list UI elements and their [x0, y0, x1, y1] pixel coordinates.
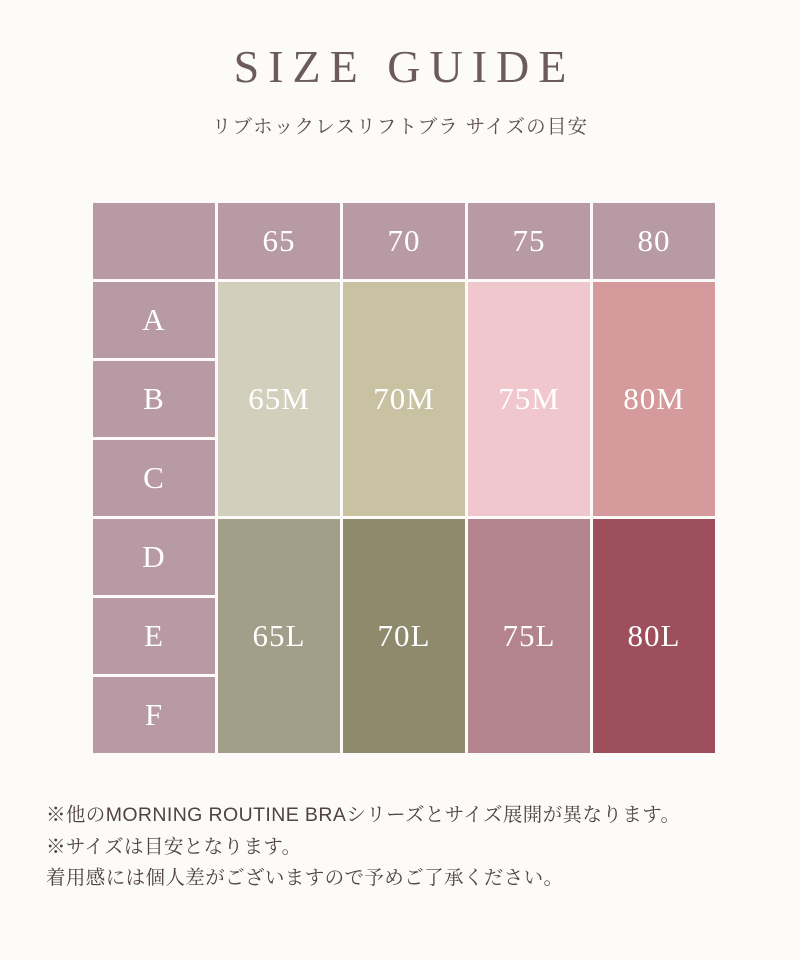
column-header-70: 70	[343, 203, 465, 279]
column-header-80: 80	[593, 203, 715, 279]
note-line-3: 着用感には個人差がございますので予めご了承ください。	[46, 867, 564, 890]
note-line-2: ※サイズは目安となります。	[46, 835, 302, 858]
note-line-1: ※他のMORNING ROUTINE BRAシリーズとサイズ展開が異なります。	[46, 804, 681, 826]
cell-80l: 80L	[593, 519, 715, 753]
page-title: SIZE GUIDE	[233, 41, 576, 92]
cell-65m: 65M	[218, 282, 340, 516]
row-header-f: F	[93, 677, 215, 753]
row-header-d: D	[93, 519, 215, 595]
cell-75l: 75L	[468, 519, 590, 753]
size-table	[90, 200, 718, 756]
row-header-e: E	[93, 598, 215, 674]
column-header-65: 65	[218, 203, 340, 279]
cell-70m: 70M	[343, 282, 465, 516]
table-row	[93, 203, 715, 279]
cell-65l: 65L	[218, 519, 340, 753]
table-corner-cell	[93, 203, 215, 279]
size-table-container	[90, 200, 710, 748]
page-subtitle: リブホックレスリフトブラ サイズの目安	[211, 115, 589, 138]
cell-70l: 70L	[343, 519, 465, 753]
cell-75m: 75M	[468, 282, 590, 516]
row-header-c: C	[93, 440, 215, 516]
notes-section	[46, 800, 766, 895]
cell-80m: 80M	[593, 282, 715, 516]
page-header	[0, 0, 800, 139]
row-header-b: B	[93, 361, 215, 437]
row-header-a: A	[93, 282, 215, 358]
table-row	[93, 282, 715, 358]
table-row	[93, 519, 715, 595]
column-header-75: 75	[468, 203, 590, 279]
